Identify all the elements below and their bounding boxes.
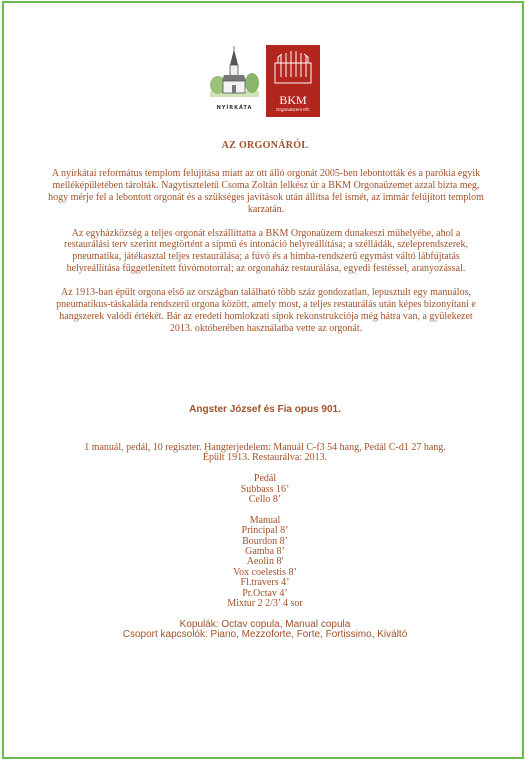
paragraph: A nyírkátai református templom felújítása miatt az ott álló orgonát 2005-ben lebontották és a parókia egyik melléképületében tárolták. Nagytiszteletű Csoma Zoltán lelkész úr a BKM Orgonaüzemet azzal bízta meg, hogy mérje fel a lebontott orgonát és a szükséges javítások után állítsa fel ismét, az immár felújított templom karzatán. (48, 168, 484, 215)
bkm-logo-text: BKM (279, 93, 307, 107)
pedal-stop: Subbass 16’ (240, 483, 290, 495)
pedal-stop: Cello 8’ (248, 494, 282, 506)
page-title: AZ ORGONÁRÓL (221, 140, 309, 151)
paragraph: Az 1913-ban épült orgona első az országban található több száz gondozatlan, lepusztult egy manuálos, pneumatikus-táskaláda rendszerű orgona között, amely most, a teljes restaurálás után képes bizonyítani e hangszerek valódi értékét. Bár az eredeti homlokzati sípok rekonstrukciója még hátra van, a gyülekezet 2013. októberében használatba vette az orgonát. (56, 287, 476, 334)
manual-stop: Bourdon 8’ (242, 535, 288, 547)
logo-group (208, 45, 320, 117)
manual-stop: Pr.Octav 4’ (242, 587, 288, 599)
pedal-heading: Pedál (253, 473, 277, 485)
organ-pipes-icon (266, 45, 320, 91)
couplers-line: Kopulák: Octav copula, Manual copula (179, 618, 351, 630)
manual-stop: Aeolin 8' (246, 556, 284, 568)
organ-specification (28, 443, 502, 641)
organ-builder-heading: Angster József és Fia opus 901. (189, 404, 341, 415)
bkm-logo (266, 45, 320, 117)
combinations-line: Csoport kapcsolók: Piano, Mezzoforte, Forte, Fortissimo, Kiváltó (122, 629, 408, 641)
manual-stop: Vox coelestis 8’ (233, 566, 297, 578)
spec-summary: 1 manuál, pedál, 10 regiszter. Hangterjedelem: Manuál C-f3 54 hang, Pedál C-d1 27 hang. (84, 442, 446, 453)
spec-built: Épült 1913. Restaurálva: 2013. (202, 452, 328, 464)
history-text (48, 168, 484, 347)
paragraph: Az egyházközség a teljes orgonát elszállíttatta a BKM Orgonaüzem dunakeszi műhelyébe, ahol a restaurálási terv szerint megtörtént a sípmű és intonáció helyreállítása; a szélládák, szeleprendszerek, pneumatika, játékasztal teljes restaurálása; a fúvó és a himba-rendszerű egymást váltó lábfújtatás helyreállítása függetlenített fúvómotorral; az orgonaház restaurálása, egyedi festéssel, aranyozással. (64, 227, 468, 275)
manual-stop: Gamba 8’ (245, 546, 285, 558)
manual-stop: Mixtur 2 2/3’ 4 sor (227, 598, 303, 610)
manual-stop: Fl.travers 4’ (240, 577, 290, 589)
manual-heading: Manual (249, 514, 281, 526)
church-drawing-icon (208, 45, 261, 105)
nyirkata-logo-text: NYÍRKÁTA (216, 105, 253, 111)
bkm-logo-subtext: Orgonaüzem Kft. (275, 107, 311, 112)
nyirkata-church-logo (208, 45, 261, 117)
manual-stop: Principal 8’ (241, 525, 289, 537)
